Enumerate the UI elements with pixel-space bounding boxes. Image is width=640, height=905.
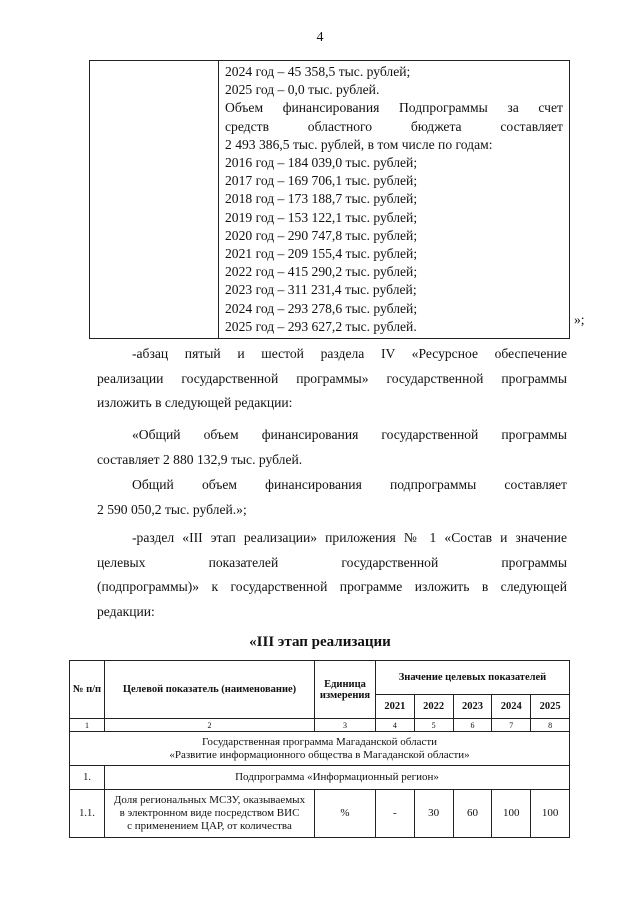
- financing-line: 2025 год – 0,0 тыс. рублей.: [225, 82, 380, 98]
- indicator-value: -: [376, 790, 415, 838]
- program-title-cell: [70, 732, 570, 766]
- paragraph-amendment-stage-iii: [97, 526, 567, 624]
- column-number: 1: [70, 719, 105, 732]
- column-number: 3: [315, 719, 376, 732]
- paragraph-line: (подпрограммы)» к государственной программе изложить в следующей: [97, 579, 567, 594]
- subprogram-title: Подпрограмма «Информационный регион»: [105, 766, 570, 790]
- financing-line: 2018 год – 173 188,7 тыс. рублей;: [225, 191, 418, 207]
- financing-line: 2023 год – 311 231,4 тыс. рублей;: [225, 282, 417, 298]
- financing-table-empty-cell: [90, 61, 219, 339]
- column-number: 8: [531, 719, 570, 732]
- column-number: 7: [492, 719, 531, 732]
- header-year: 2023: [453, 695, 492, 719]
- program-title-line: Государственная программа Магаданской области: [201, 735, 438, 748]
- header-number: № п/п: [70, 661, 105, 719]
- financing-line: средств областного бюджета составляет: [225, 118, 563, 134]
- paragraph-line: Общий объем финансирования подпрограммы составляет: [132, 477, 567, 492]
- indicator-value: 100: [531, 790, 570, 838]
- header-year: 2022: [414, 695, 453, 719]
- paragraph-total-financing: [97, 423, 567, 472]
- indicator-name-line: с применением ЦАР, от количества: [127, 820, 292, 832]
- paragraph-subprogram-financing: [97, 473, 567, 522]
- financing-line: 2016 год – 184 039,0 тыс. рублей;: [225, 155, 418, 171]
- financing-line: 2020 год – 290 747,8 тыс. рублей;: [225, 227, 418, 243]
- section-title: «III этап реализации: [249, 634, 391, 650]
- indicator-name-cell: [105, 790, 315, 838]
- header-indicator: Целевой показатель (наименование): [105, 661, 315, 719]
- header-year: 2025: [531, 695, 570, 719]
- closing-quote: »;: [574, 312, 585, 327]
- indicators-table: [69, 660, 570, 838]
- financing-line: 2 493 386,5 тыс. рублей, в том числе по годам:: [225, 136, 493, 152]
- financing-line: 2024 год – 45 358,5 тыс. рублей;: [225, 64, 411, 79]
- financing-line: 2017 год – 169 706,1 тыс. рублей;: [225, 173, 418, 189]
- financing-table-content-cell: [219, 61, 570, 339]
- paragraph-line: реализации государственной программы» государственной программы: [97, 370, 567, 386]
- financing-line: 2025 год – 293 627,2 тыс. рублей.: [225, 318, 417, 334]
- financing-line: 2021 год – 209 155,4 тыс. рублей;: [225, 246, 418, 262]
- column-number: 4: [376, 719, 415, 732]
- column-number: 5: [414, 719, 453, 732]
- column-number: 6: [453, 719, 492, 732]
- indicator-name-line: Доля региональных МСЗУ, оказываемых: [113, 794, 306, 806]
- financing-table: [89, 60, 570, 339]
- header-year: 2021: [376, 695, 415, 719]
- paragraph-line: редакции:: [97, 603, 155, 619]
- paragraph-line: -раздел «III этап реализации» приложения № 1 «Состав и значение: [132, 530, 567, 545]
- indicator-value: 100: [492, 790, 531, 838]
- indicator-value: 30: [414, 790, 453, 838]
- header-year: 2024: [492, 695, 531, 719]
- paragraph-line: 2 590 050,2 тыс. рублей.»;: [97, 501, 247, 517]
- indicator-value: 60: [453, 790, 492, 838]
- header-unit: Единица измерения: [315, 661, 376, 719]
- paragraph-line: «Общий объем финансирования государственной программы: [132, 427, 567, 442]
- paragraph-line: изложить в следующей редакции:: [97, 395, 293, 410]
- indicator-name-line: в электронном виде посредством ВИС: [119, 807, 300, 819]
- financing-line: 2019 год – 153 122,1 тыс. рублей;: [225, 209, 418, 225]
- program-title-line: «Развитие информационного общества в Магаданской области»: [169, 748, 470, 761]
- indicator-unit: %: [315, 790, 376, 838]
- subprogram-number: 1.: [70, 766, 105, 790]
- paragraph-amendment-section-iv: [97, 342, 567, 416]
- paragraph-line: составляет 2 880 132,9 тыс. рублей.: [97, 451, 303, 467]
- page-number: 4: [316, 30, 324, 45]
- paragraph-line: целевых показателей государственной программы: [97, 554, 567, 570]
- financing-line: 2022 год – 415 290,2 тыс. рублей;: [225, 264, 418, 280]
- column-number: 2: [105, 719, 315, 732]
- header-values: Значение целевых показателей: [376, 661, 570, 695]
- paragraph-line: -абзац пятый и шестой раздела IV «Ресурсное обеспечение: [132, 346, 567, 361]
- financing-line: 2024 год – 293 278,6 тыс. рублей;: [225, 300, 418, 316]
- financing-line: Объем финансирования Подпрограммы за счет: [225, 100, 563, 116]
- row-number: 1.1.: [70, 790, 105, 838]
